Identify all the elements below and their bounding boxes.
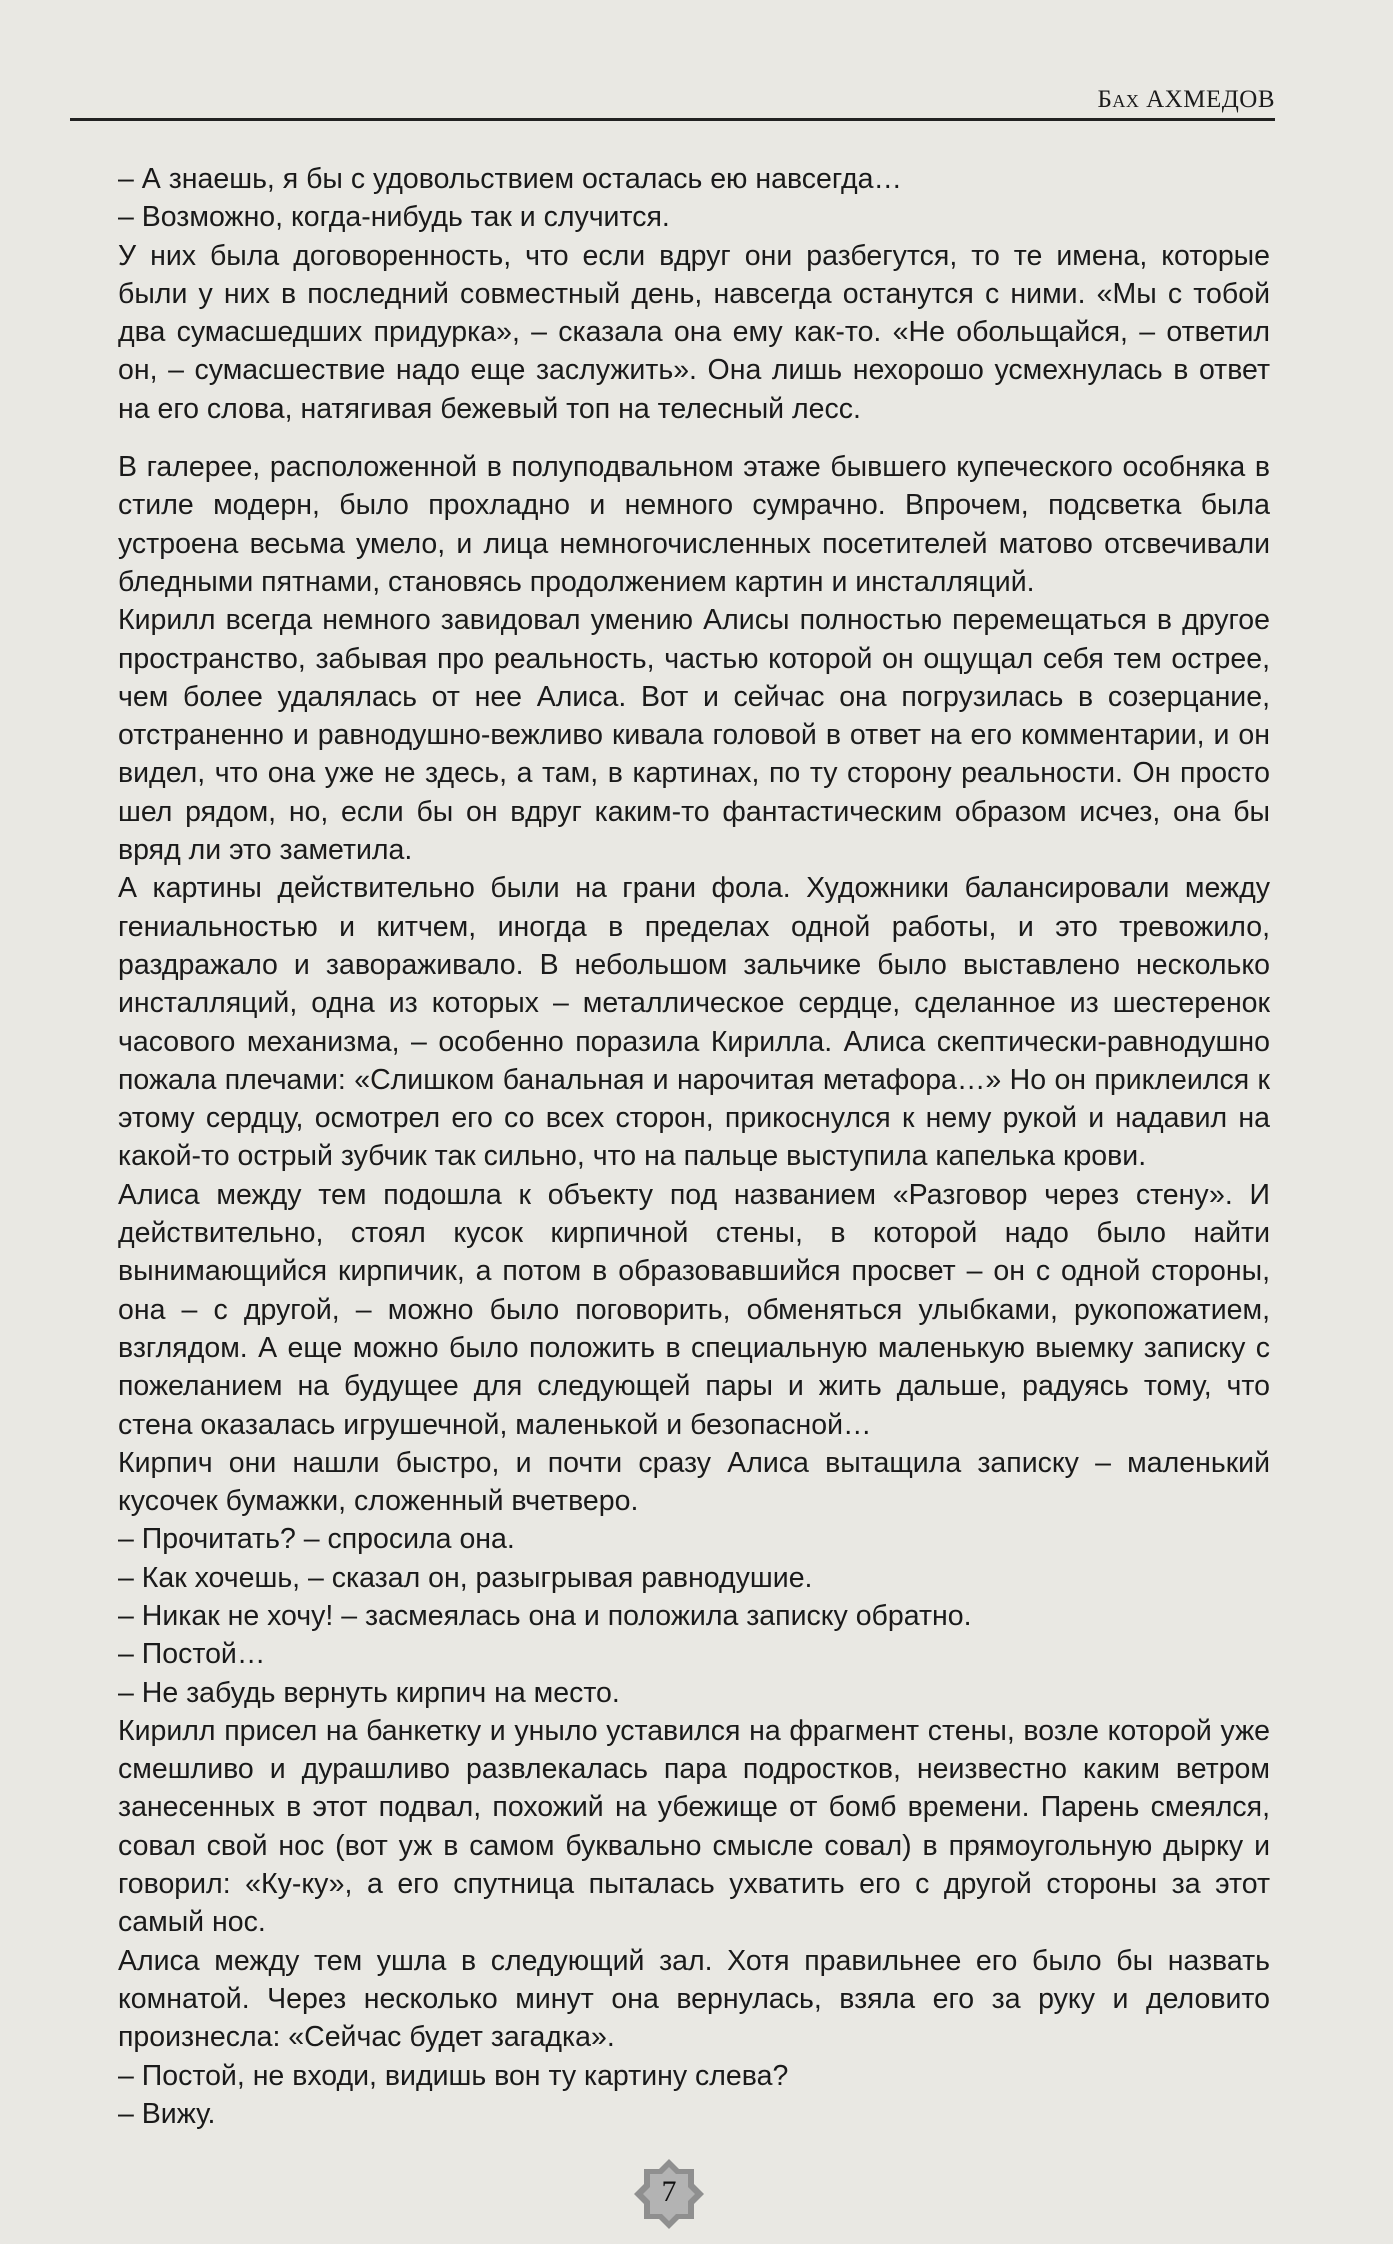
paragraph: В галерее, расположенной в полуподвальном этаже бывшего купеческого особняка в стиле модерн, было прохладно и немного сумрачно. Впрочем, подсветка была устроена весьма умело, и лица немногочисленных посетителей матово отсвечивали бледными пятнами, становясь продолжением картин и инсталляций. [118, 451, 1270, 598]
paragraph: – Постой… [118, 1638, 266, 1671]
paragraph: – Прочитать? – спросила она. [118, 1523, 515, 1556]
paragraph: Кирилл присел на банкетку и уныло уставился на фрагмент стены, возле которой уже смешливо и дурашливо развлекалась пара подростков, неизвестно каким ветром занесенных в этот подвал, похожий на убежище от бомб времени. Парень смеялся, совал свой нос (вот уж в самом буквально смысле совал) в прямоугольную дырку и говорил: «Ку-ку», а его спутница пыталась ухватить его с другой стороны за этот самый нос. [118, 1714, 1270, 1939]
paragraph: – Возможно, когда-нибудь так и случится. [118, 201, 670, 234]
body-text [118, 160, 1270, 2133]
page-number: 7 [661, 2175, 677, 2208]
paragraph: – Не забудь вернуть кирпич на место. [118, 1676, 620, 1709]
paragraph: Кирилл всегда немного завидовал умению Алисы полностью перемещаться в другое пространство, забывая про реальность, частью которой он ощущал себя тем острее, чем более удалялась от нее Алиса. Вот и сейчас она погрузилась в созерцание, отстраненно и равнодушно-вежливо кивала головой в ответ на его комментарии, и он видел, что она уже не здесь, а там, в картинах, по ту сторону реальности. Он просто шел рядом, но, если бы он вдруг каким-то фантастическим образом исчез, она бы вряд ли это заметила. [118, 604, 1270, 867]
paragraph: – Никак не хочу! – засмеялась она и положила записку обратно. [118, 1599, 972, 1632]
paragraph: – Как хочешь, – сказал он, разыгрывая равнодушие. [118, 1561, 813, 1594]
paragraph: – Вижу. [118, 2097, 216, 2130]
paragraph: Алиса между тем подошла к объекту под названием «Разговор через стену». И действительно, стоял кусок кирпичной стены, в которой надо было найти вынимающийся кирпичик, а потом в образовавшийся просвет – он с одной стороны, она – с другой, – можно было поговорить, обменяться улыбками, рукопожатием, взглядом. А еще можно было положить в специальную маленькую выемку записку с пожеланием на будущее для следующей пары и жить дальше, радуясь тому, что стена оказалась игрушечной, маленькой и безопасной… [118, 1178, 1270, 1441]
paragraph: У них была договоренность, что если вдруг они разбегутся, то те имена, которые были у них в последний совместный день, навсегда останутся с ними. «Мы с тобой два сумасшедших придурка», – сказала она ему как-то. «Не обольщайся, – ответил он, – сумасшествие надо еще заслужить». Она лишь нехорошо усмехнулась в ответ на его слова, натягивая бежевый топ на телесный лесс. [118, 239, 1270, 425]
paragraph: Кирпич они нашли быстро, и почти сразу Алиса вытащила записку – маленький кусочек бумажки, сложенный вчетверо. [118, 1446, 1270, 1518]
header-rule [70, 118, 1275, 121]
paragraph: – Постой, не входи, видишь вон ту картину слева? [118, 2059, 789, 2092]
paragraph: А картины действительно были на грани фола. Художники балансировали между гениальностью и китчем, иногда в пределах одной работы, и это тревожило, раздражало и завораживало. В небольшом зальчике было выставлено несколько инсталляций, одна из которых – металлическое сердце, сделанное из шестеренок часового механизма, – особенно поразила Кирилла. Алиса скептически-равнодушно пожала плечами: «Слишком банальная и нарочитая метафора…» Но он приклеился к этому сердцу, осмотрел его со всех сторон, прикоснулся к нему рукой и надавил на какой-то острый зубчик так сильно, что на пальце выступила капелька крови. [118, 872, 1270, 1173]
running-header-author: Бах АХМЕДОВ [1097, 86, 1275, 113]
paragraph: – А знаешь, я бы с удовольствием осталась ею навсегда… [118, 163, 902, 195]
paragraph: Алиса между тем ушла в следующий зал. Хотя правильнее его было бы назвать комнатой. Через несколько минут она вернулась, взяла его за руку и деловито произнесла: «Сейчас будет загадка». [118, 1944, 1270, 2054]
